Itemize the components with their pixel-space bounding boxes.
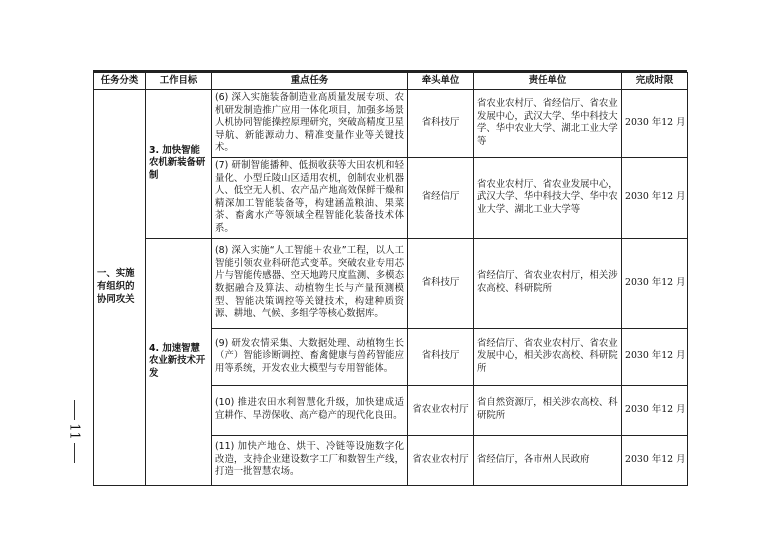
responsible-unit-cell: 省经信厅，各市州人民政府 <box>474 435 622 485</box>
responsible-unit-cell: 省经信厅、省农业农村厅、省农业发展中心，相关涉农高校、科研院所 <box>474 328 622 385</box>
responsible-unit-cell: 省农业农村厅、省经信厅、省农业发展中心，武汉大学、华中科技大学、华中农业大学、湖北工业大学等 <box>474 90 622 158</box>
goal-cell: 4. 加速智慧农业新技术开发 <box>146 238 212 485</box>
deadline-cell: 2030 年12 月 <box>622 238 688 328</box>
responsible-unit-cell: 省自然资源厅，相关涉农高校、科研院所 <box>474 385 622 435</box>
lead-unit-cell: 省科技厅 <box>408 328 474 385</box>
lead-unit-cell: 省科技厅 <box>408 90 474 158</box>
header-category: 任务分类 <box>94 73 146 90</box>
deadline-cell: 2030 年12 月 <box>622 328 688 385</box>
category-cell: 一、实施有组织的协同攻关 <box>94 90 146 486</box>
page-number-bar-bottom <box>74 443 75 463</box>
task-cell: (6) 深入实施装备制造业高质量发展专项、农机研发制造推广应用一体化项目，加强多场景人机协同智能操控原理研究，突破高精度卫星导航、新能源动力、精准变量作业等关键技术。 <box>212 90 408 158</box>
task-cell: (9) 研发农情采集、大数据处理、动植物生长（产）智能诊断调控、畜禽健康与兽药智能应用等系统，开发农业大模型与专用智能体。 <box>212 328 408 385</box>
deadline-cell: 2030 年12 月 <box>622 90 688 158</box>
header-deadline: 完成时限 <box>622 73 688 90</box>
table-header-row <box>94 73 688 90</box>
task-cell: (10) 推进农田水利智慧化升级，加快建成适宜耕作、旱涝保收、高产稳产的现代化良田。 <box>212 385 408 435</box>
deadline-cell: 2030 年12 月 <box>622 157 688 238</box>
table-row <box>94 238 688 328</box>
header-goal: 工作目标 <box>146 73 212 90</box>
page-number <box>62 400 86 463</box>
page-number-bar-top <box>74 400 75 420</box>
page-number-text: 11 <box>66 423 82 440</box>
task-cell: (8) 深入实施“人工智能＋农业”工程，以人工智能引领农业科研范式变革。突破农业专用芯片与智能传感器、空天地跨尺度监测、多模态数据融合及算法、动植物生长与产量预测模型、智能决策调控等关键技术，构建种质资源、耕地、气候、多组学等核心数据库。 <box>212 238 408 328</box>
task-table <box>93 72 688 486</box>
header-tasks: 重点任务 <box>212 73 408 90</box>
lead-unit-cell: 省农业农村厅 <box>408 435 474 485</box>
lead-unit-cell: 省科技厅 <box>408 238 474 328</box>
responsible-unit-cell: 省农业农村厅、省农业发展中心，武汉大学、华中科技大学、华中农业大学、湖北工业大学等 <box>474 157 622 238</box>
header-lead: 牵头单位 <box>408 73 474 90</box>
table-row <box>94 90 688 158</box>
responsible-unit-cell: 省经信厅、省农业农村厅，相关涉农高校、科研院所 <box>474 238 622 328</box>
task-cell: (7) 研制智能播种、低损收获等大田农机和轻量化、小型丘陵山区适用农机，创制农业机器人、低空无人机、农产品产地高效保鲜干燥和精深加工智能装备等，构建涵盖粮油、果菜茶、畜禽水产等领域全程智能化装备技术体系。 <box>212 157 408 238</box>
header-responsible: 责任单位 <box>474 73 622 90</box>
lead-unit-cell: 省经信厅 <box>408 157 474 238</box>
lead-unit-cell: 省农业农村厅 <box>408 385 474 435</box>
deadline-cell: 2030 年12 月 <box>622 435 688 485</box>
task-cell: (11) 加快产地仓、烘干、冷链等设施数字化改造，支持企业建设数字工厂和数智生产线，打造一批智慧农场。 <box>212 435 408 485</box>
goal-cell: 3. 加快智能农机新装备研制 <box>146 90 212 239</box>
deadline-cell: 2030 年12 月 <box>622 385 688 435</box>
